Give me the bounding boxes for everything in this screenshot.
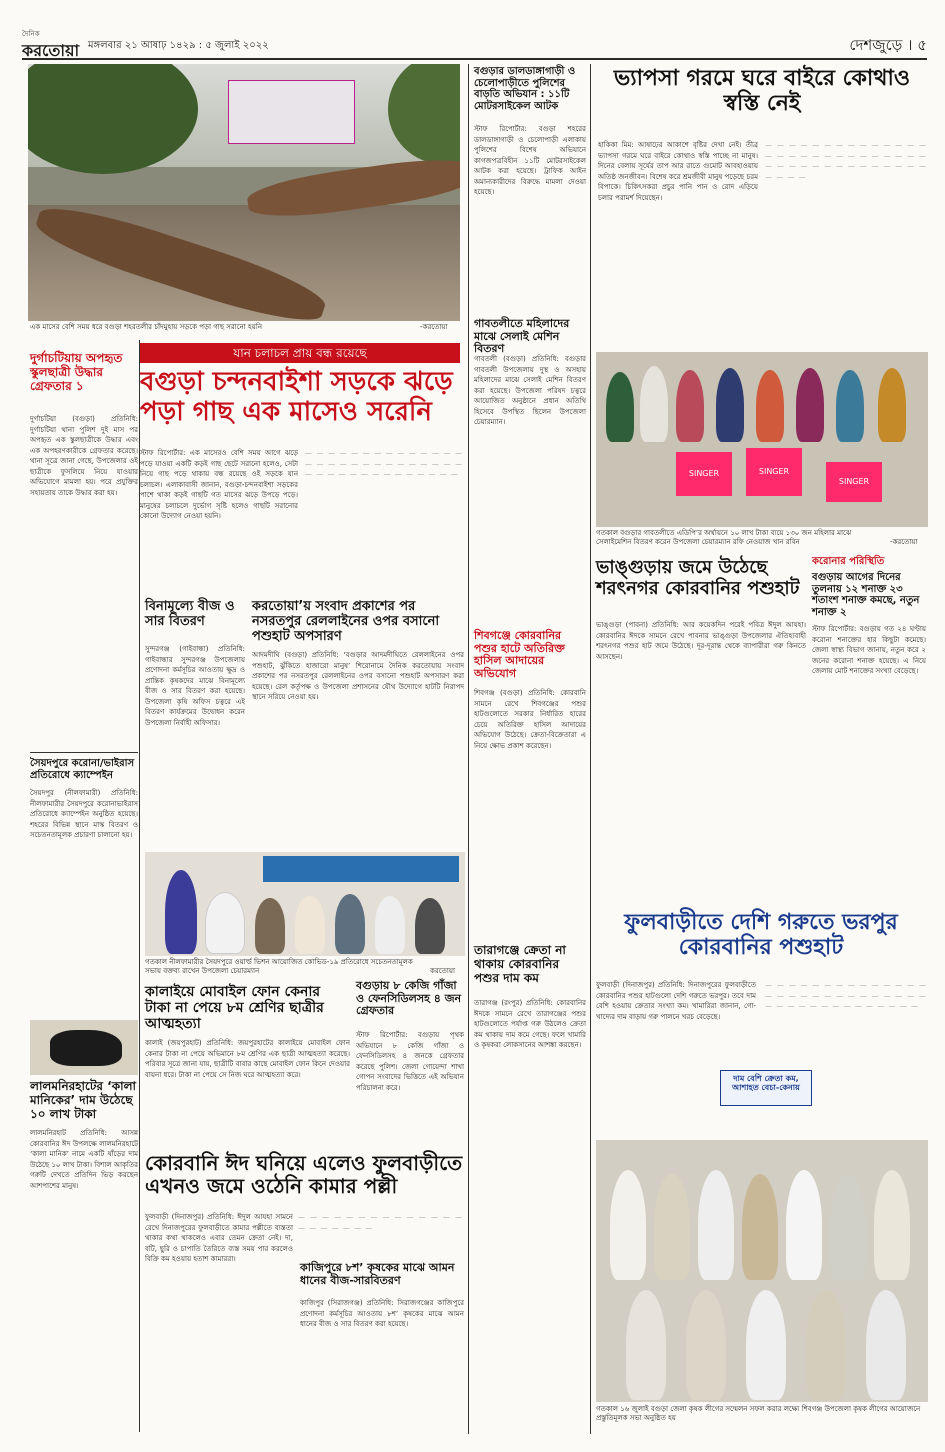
singer-box-1: SINGER [676,452,732,496]
kidnap-headline: দুর্গাচটিয়ায় অপহৃত স্কুলছাত্রী উদ্ধার গ্রেফতার ১ [30,351,123,393]
heat-headline: ভ্যাপসা গরমে ঘরে বাইরে কোথাও স্বস্তি নেই [613,66,911,117]
meeting-credit: করতোয়া [430,967,455,975]
heat-body-col2: — — — — — — — — — — — — — — — — — — — — — — — — — — — — — — — — — — — — — — — — — — — — — — [765,141,927,181]
sewing-photo-caption: গতকাল বগুড়ার গাবতলীতে এডিপি’র অর্থায়নে ১০ লাখ টাকা ব্যয়ে ১৩০ জন মহিলার মাঝে সেলাইমেশিন বিতরণ করেন উপজেলা চেয়ারম্যান রফি নেওয়াজ খান রবিন [596,529,852,546]
bottom-caption: গতকাল ১৬ জুলাই বগুড়া জেলা কৃষক লীগের সম্মেলন সফল করার লক্ষ্যে শিবগঞ্জ উপজেলা কৃষক লীগের আয়োজনে প্রস্তুতিমূলক সভা অনুষ্ঠিত হয় [596,1405,921,1422]
suicide-body: কালাই (জয়পুরহাট) প্রতিনিধি: জয়পুরহাটের কালাইয়ে মোবাইল ফোন কেনার টাকা না পেয়ে অভিমানে ৮ম শ্রেণির এক ছাত্রী আত্মহত্যা করেছে। পরিবার সূত্রে জানা যায়, ছাত্রীটি বাবার কাছে মোবাইল ফোন কিনে দেওয়ার বায়না ধরে। টাকা না পেয়ে সে নিজ ঘরে আত্মহত্যা করে। [145,1039,350,1079]
corona-headline: বগুড়ায় আগের দিনের তুলনায় ১২ শনাক্ত ২৩ শতাংশ শনাক্ত কমছে, নতুন শনাক্ত ২ [812,572,920,618]
sewing-body: গাবতলী (বগুড়া) প্রতিনিধি: বগুড়ার গাবতলী উপজেলায় দুস্থ ও অসহায় মহিলাদের মাঝে সেলাই মেশিন বিতরণ করা হয়েছে। উপজেলা পরিষদ চত্বরে আয়োজিত অনুষ্ঠানে প্রধান অতিথি হিসেবে উপস্থিত ছিলেন উপজেলা চেয়ারম্যান। [474,355,586,426]
page-label: দেশজুড়ে । ৫ [849,36,927,54]
seed-headline: বিনামূল্যে বীজ ও সার বিতরণ [145,599,235,629]
logo-text: করতোয়া [22,41,80,60]
kala-manik-body: লালমনিরহাট প্রতিনিধি: আসন্ন কোরবানির ঈদ উপলক্ষে লালমনিরহাটে ‘কালা মানিক’ নামে একটি ষাঁড়ের দাম উঠেছে ১০ লাখ টাকা। বিশাল আকৃতির গরুটি দেখতে প্রতিদিন ভিড় করছেন আশপাশের মানুষ। [30,1129,138,1190]
meeting-caption: গতকাল নীলফামারীর সৈয়দপুরে ওয়ার্ল্ড ভিশন আয়োজিত কোভিড-১৯ প্রতিরোধে সচেতনতামূলক সভায় বক্তব্য রাখেন উপজেলা চেয়ারম্যান [145,958,413,975]
suicide-headline: কালাইয়ে মোবাইল ফোন কেনার টাকা না পেয়ে ৮ম শ্রেণির ছাত্রীর আত্মহত্যা [145,984,324,1033]
kidnap-body: দুর্গাচটিয়া (বগুড়া) প্রতিনিধি: দুর্গাচটিয়া থানা পুলিশ দুই মাস পর অপহৃত এক স্কুলছাত্রীকে উদ্ধার এবং এক অপহরণকারীকে গ্রেফতার করেছে। থানা সূত্রে জানা গেছে, উপজেলার ওই ছাত্রীকে ফুসলিয়ে নিয়ে যাওয়ার অভিযোগে মামলা হয়। পরে প্রযুক্তির সহায়তায় তাকে উদ্ধার করা হয়। [30,415,138,497]
shibganj-headline: শিবগঞ্জে কোরবানির পশুর হাটে অতিরিক্ত হাসিল আদায়ের অভিযোগ [474,629,565,680]
tree-kicker: যান চলাচল প্রায় বন্ধ রয়েছে [140,343,460,363]
seed-body: সুন্দরগঞ্জ (গাইবান্ধা) প্রতিনিধি: গাইবান্ধার সুন্দরগঞ্জ উপজেলায় প্রণোদনা কর্মসূচির আওতায় ক্ষুদ্র ও প্রান্তিক কৃষকদের মাঝে বিনামূল্যে বীজ ও সার বিতরণ করা হয়েছে। উপজেলা কৃষি অফিস চত্বরে এই বিতরণ কার্যক্রমের উদ্বোধন করেন উপজেলা নির্বাহী অফিসার। [145,645,245,727]
taraganj-body: তারাগঞ্জ (রংপুর) প্রতিনিধি: কোরবানির ঈদকে সামনে রেখে তারাগঞ্জের পশুর হাটগুলোতে পর্যাপ্ত গরু উঠলেও ক্রেতা কম থাকায় দাম কমে গেছে। ফলে খামারি ও কৃষকরা লোকসানের আশঙ্কা করছেন। [474,999,586,1049]
phulbari-sub: দাম বেশি ক্রেতা কম, আশাহত বেচা-কেনায় [732,1074,800,1093]
heat-body: হাকিকা মিম: আষাঢ়ের আকাশে বৃষ্টির দেখা নেই। তীব্র ভ্যাপসা গরমে ঘরে বাইরে কোথাও স্বস্তি পাচ্ছে না মানুষ। দিনের বেলায় সূর্যের তাপ আর রাতে গুমোট আবহাওয়ায় অতিষ্ঠ জনজীবন। বিশেষ করে শ্রমজীবী মানুষ পড়েছে চরম বিপাকে। চিকিৎসকরা প্রচুর পানি পান ও রোদ এড়িয়ে চলার পরামর্শ দিয়েছেন। [598,141,758,202]
covid-headline: সৈয়দপুরে করোনা/ভাইরাস প্রতিরোধে ক্যাম্পেইন [30,758,135,781]
tree-body-col2: — — — — — — — — — — — — — — — — — — — — — — — — — — — — — — — — — — — — — — — — — — [305,449,463,478]
phulbari-body-col2: — — — — — — — — — — — — — — — — — — — — — — — — — — — — — — — — — — — — — — — — — — [765,981,927,1010]
police-headline: বগুড়ার ডালডাঙ্গাগাড়ী ও চেলোপাড়ীতে পুলিশের বাড়তি অভিযান : ১১টি মোটরসাইকেল আটক [474,66,576,112]
bhangura-body: ভাঙ্গুড়া (পাবনা) প্রতিনিধি: আর কয়েকদিন পরেই পবিত্র ঈদুল আযহা। কোরবানির ঈদকে সামনে রেখে পাবনার ভাঙ্গুড়া উপজেলার ঐতিহ্যবাহী শরৎনগর পশুর হাট জমে উঠেছে। দূর-দূরান্ত থেকে ব্যাপারীরা গরু কিনতে আসছেন। [596,621,806,661]
ganja-body: স্টাফ রিপোর্টার: বগুড়ায় পৃথক অভিযানে ৮ কেজি গাঁজা ও ফেনসিডিলসহ ৪ জনকে গ্রেফতার করেছে পুলিশ। জেলা গোয়েন্দা শাখা গোপন সংবাদের ভিত্তিতে এই অভিযান পরিচালনা করে। [356,1031,464,1092]
tree-headline: বগুড়া চন্দনবাইশা সড়কে ঝড়ে পড়া গাছ এক মাসেও সরেনি [140,367,453,427]
corona-kicker: করোনার পরিস্থিতি [812,556,885,567]
tree-body: স্টাফ রিপোর্টার: এক মাসেরও বেশি সময় আগে ঝড়ে পড়ে যাওয়া একটি কড়ই গাছ ছেটে সরানো হলেও, সেটা নিয়ে গাছ পড়ে থাকায় বন্ধ রয়েছে ওই সড়কে যান চলাচল। এলাকাবাসী জানান, বগুড়া-চন্দনবাইশা সড়কের পাশে থাকা কড়ই গাছটি গত মাসের ঝড়ে উপড়ে পড়ে। মানুষের চলাচলে দুর্ভোগ সৃষ্টি হলেও গাছটি সরানোর কোনো উদ্যোগ নেওয়া হয়নি। [140,449,298,520]
singer-box-2: SINGER [746,448,802,496]
photo-credit: -করতোয়া [420,323,448,331]
rail-body: আদমদীঘি (বগুড়া) প্রতিনিধি: ‘বগুড়ার আদমদীঘিতে রেললাইনের ওপর পশুহাট, ঝুঁকিতে হাজারো মানুষ’ শিরোনামে দৈনিক করতোয়ায় সংবাদ প্রকাশের পর নসরতপুর রেললাইনের ওপর বসানো পশুহাট অপসারণ করা হয়েছে। রেল কর্তৃপক্ষ ও উপজেলা প্রশাসনের যৌথ উদ্যোগে হাটটি নিরাপদ স্থানে সরিয়ে নেওয়া হয়। [252,651,464,701]
kala-manik-headline: লালমনিরহাটের ‘কালা মানিকের’ দাম উঠেছে ১০ লাখ টাকা [30,1079,137,1121]
police-body: স্টাফ রিপোর্টার: বগুড়া শহরের ডালডাঙ্গাগাড়ী ও চেলোপাড়ী এলাকায় পুলিশের বিশেষ অভিযানে কাগজপত্রবিহীন ১১টি মোটরসাইকেল আটক করা হয়েছে। ট্রাফিক আইন অমান্যকারীদের বিরুদ্ধে মামলা দেওয়া হয়েছে। [474,125,586,196]
taraganj-headline: তারাগঞ্জে ক্রেতা না থাকায় কোরবানির পশুর দাম কম [474,943,566,985]
corona-body: স্টাফ রিপোর্টার: বগুড়ায় গত ২৪ ঘণ্টায় করোনা শনাক্তের হার কিছুটা কমেছে। জেলা স্বাস্থ্য বিভাগ জানায়, নতুন করে ২ জনের করোনা শনাক্ত হয়েছে। এ নিয়ে জেলায় মোট শনাক্তের সংখ্যা বেড়েছে। [812,625,926,675]
sewing-photo-credit: -করতোয়া [890,538,918,546]
shibganj-body: শিবগঞ্জ (বগুড়া) প্রতিনিধি: কোরবানি সামনে রেখে শিবগঞ্জের পশুর হাটগুলোতে সরকার নির্ধারিত হারের চেয়ে অতিরিক্ত হাসিল আদায়ের অভিযোগ উঠেছে। ক্রেতা-বিক্রেতারা এ নিয়ে ক্ষোভ প্রকাশ করেছেন। [474,689,586,750]
masthead [22,30,927,60]
logo-small-text: দৈনিক [22,30,40,38]
aman-body: কাজিপুর (সিরাজগঞ্জ) প্রতিনিধি: সিরাজগঞ্জের কাজিপুরে প্রণোদনা কর্মসূচির আওতায় ৮শ’ কৃষকের মাঝে আমন ধানের বীজ ও সার বিতরণ করা হয়েছে। [300,1299,464,1328]
phulbari-headline: ফুলবাড়ীতে দেশি গরুতে ভরপুর কোরবানির পশুহাট [624,910,898,961]
sewing-machine-photo [596,352,928,527]
meeting-photo [145,852,465,956]
blacksmith-body: ফুলবাড়ী (দিনাজপুর) প্রতিনিধি: ঈদুল আযহা সামনে রেখে দিনাজপুরের ফুলবাড়ীতে কামার পল্লীতে ব্যস্ততা থাকার কথা থাকলেও এবার তেমন ক্রেতা নেই। দা, বটি, ছুরি ও চাপাতি তৈরিতে ব্যস্ত সময় পার করলেও বিক্রি কম হওয়ায় হতাশ কামাররা। [145,1213,293,1263]
newspaper-logo [22,30,80,60]
blacksmith-body-col2: — — — — — — — — — — — — — — — — — — — — — [298,1213,463,1232]
dateline: মঙ্গলবার ২১ আষাঢ় ১৪২৯ : ৫ জুলাই ২০২২ [88,40,269,51]
bhangura-headline: ভাঙ্গুড়ায় জমে উঠেছে শরৎনগর কোরবানির পশুহাট [596,557,800,599]
group-meeting-photo [596,1140,928,1402]
ganja-headline: বগুড়ায় ৮ কেজি গাঁজা ও ফেনসিডিলসহ ৪ জন গ্রেফতার [356,979,462,1018]
sewing-headline: গাবতলীতে মহিলাদের মাঝে সেলাই মেশিন বিতরণ [474,317,570,356]
fallen-tree-photo [28,64,460,321]
cow-photo [30,1020,138,1075]
covid-body: সৈয়দপুর (নীলফামারী) প্রতিনিধি: নীলফামারীর সৈয়দপুরে করোনাভাইরাস প্রতিরোধে ক্যাম্পেইন অনুষ্ঠিত হয়েছে। শহরের বিভিন্ন স্থানে মাস্ক বিতরণ ও সচেতনতামূলক প্রচারণা চালানো হয়। [30,789,138,839]
rail-headline: করতোয়া’য় সংবাদ প্রকাশের পর নসরতপুর রেললাইনের ওপর বসানো পশুহাট অপসারণ [252,599,440,644]
aman-headline: কাজিপুরে ৮শ’ কৃষকের মাঝে আমন ধানের বীজ-সারবিতরণ [300,1261,455,1287]
photo-caption: এক মাসের বেশি সময় ধরে বগুড়া শহরতলীর চাঁদমুহায় সড়কে পড়া গাছ সরানো হয়নি [30,323,263,331]
singer-box-3: SINGER [826,462,882,502]
blacksmith-headline: কোরবানি ঈদ ঘনিয়ে এলেও ফুলবাড়ীতে এখনও জমে ওঠেনি কামার পল্লী [145,1151,463,1198]
phulbari-body: ফুলবাড়ী (দিনাজপুর) প্রতিনিধি: দিনাজপুরের ফুলবাড়ীতে কোরবানির পশুর হাটগুলো দেশি গরুতে ভরপুর। তবে দাম বেশি হওয়ায় ক্রেতার সংখ্যা কম। খামারিরা জানান, গো-খাদ্যের দাম বাড়ায় গরু পালনে খরচ বেড়েছে। [596,981,756,1021]
